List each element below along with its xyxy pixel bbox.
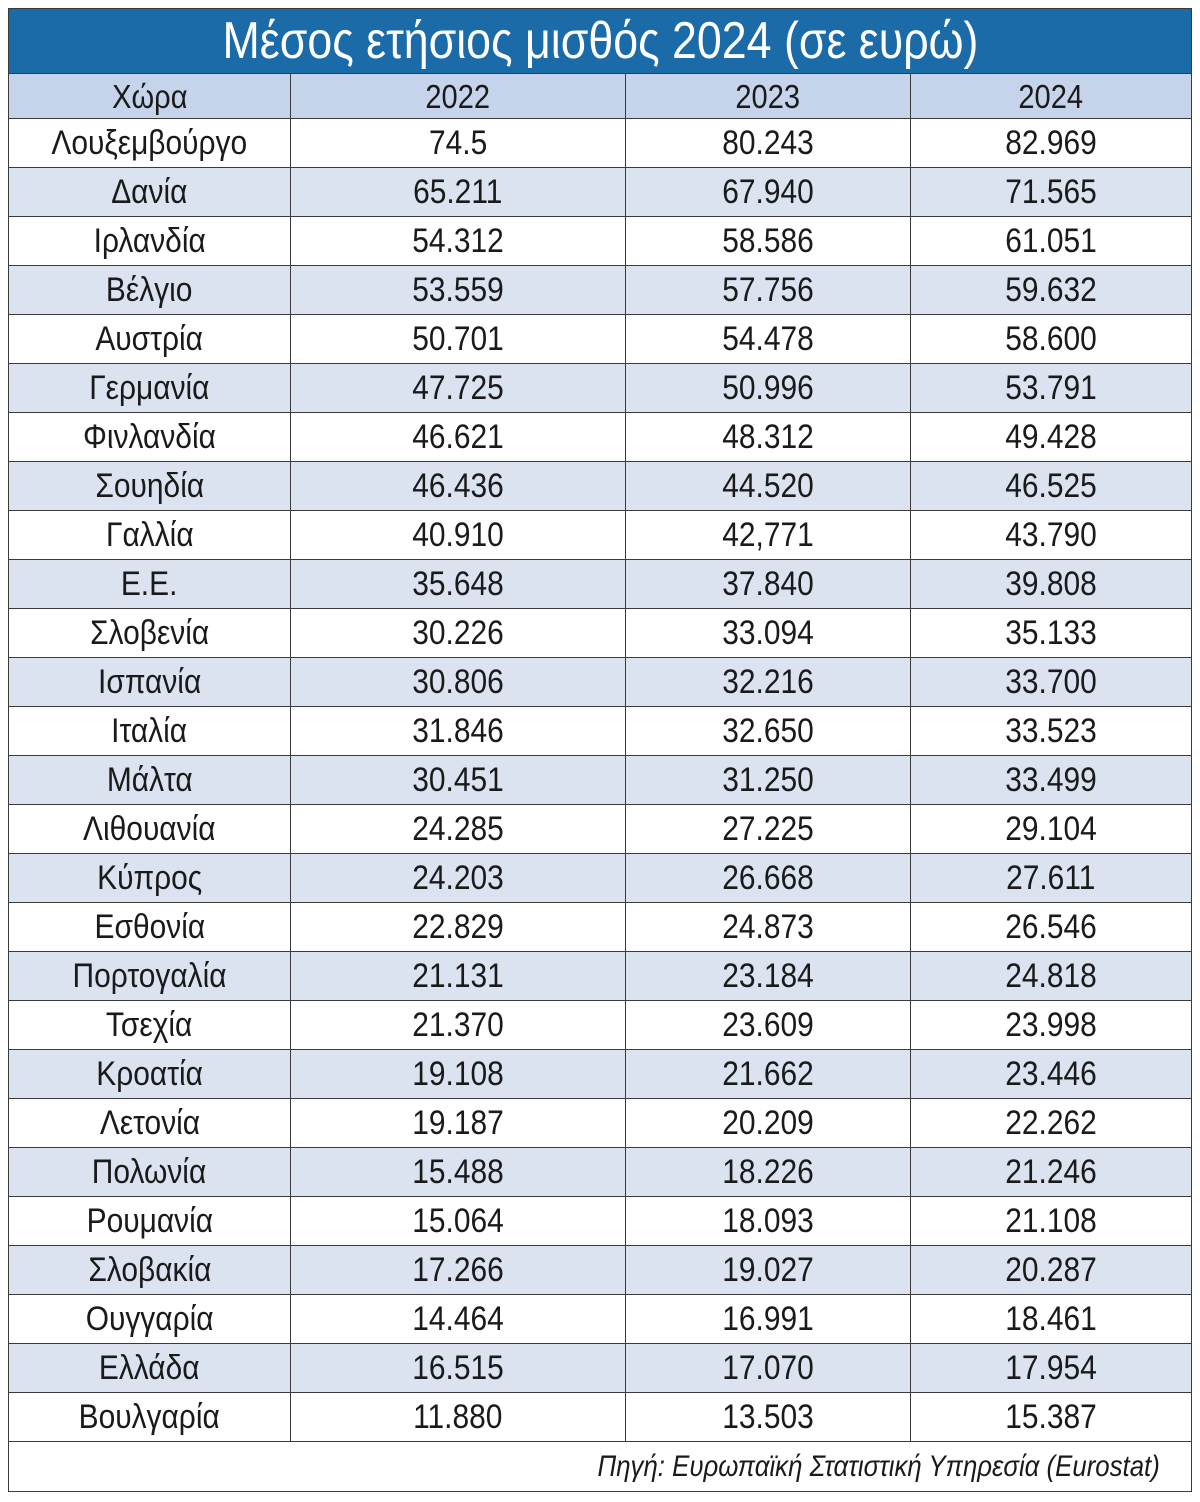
cell-text: Ιταλία bbox=[111, 712, 188, 750]
cell-value-2024 bbox=[910, 707, 1191, 755]
cell-text: Εσθονία bbox=[94, 908, 205, 946]
cell-value-2024 bbox=[910, 119, 1191, 167]
cell-text: 46.436 bbox=[412, 467, 504, 505]
cell-text: 26.546 bbox=[1005, 908, 1097, 946]
cell-text: 44.520 bbox=[722, 467, 814, 505]
cell-text: 39.808 bbox=[1005, 565, 1097, 603]
cell-text: Βέλγιο bbox=[106, 271, 193, 309]
cell-text: 46.621 bbox=[412, 418, 504, 456]
cell-text: 13.503 bbox=[722, 1398, 814, 1436]
cell-text: 32.216 bbox=[722, 663, 814, 701]
cell-text: 71.565 bbox=[1005, 173, 1097, 211]
cell-text: 31.250 bbox=[722, 761, 814, 799]
column-header-label: 2022 bbox=[425, 77, 491, 115]
cell-country bbox=[9, 805, 290, 853]
table-row bbox=[9, 657, 1191, 706]
cell-country bbox=[9, 1050, 290, 1098]
table-title: Μέσος ετήσιος μισθός 2024 (σε ευρώ) bbox=[222, 12, 978, 70]
cell-value-2024 bbox=[910, 413, 1191, 461]
cell-value-2022 bbox=[290, 364, 625, 412]
cell-value-2023 bbox=[625, 217, 910, 265]
cell-text: 58.586 bbox=[722, 222, 814, 260]
cell-text: Σουηδία bbox=[95, 467, 204, 505]
cell-value-2022 bbox=[290, 315, 625, 363]
column-header-2022 bbox=[290, 74, 625, 118]
cell-country bbox=[9, 1148, 290, 1196]
cell-text: 30.806 bbox=[412, 663, 504, 701]
cell-text: 21.131 bbox=[412, 957, 504, 995]
cell-text: 23.184 bbox=[722, 957, 814, 995]
cell-text: 21.246 bbox=[1005, 1153, 1097, 1191]
cell-text: Ε.Ε. bbox=[121, 565, 178, 603]
cell-text: 53.791 bbox=[1005, 369, 1097, 407]
cell-value-2023 bbox=[625, 854, 910, 902]
cell-country bbox=[9, 609, 290, 657]
cell-value-2022 bbox=[290, 1050, 625, 1098]
cell-text: 74.5 bbox=[428, 124, 488, 162]
cell-value-2023 bbox=[625, 168, 910, 216]
cell-value-2024 bbox=[910, 854, 1191, 902]
cell-value-2022 bbox=[290, 609, 625, 657]
cell-text: 18.093 bbox=[722, 1202, 814, 1240]
cell-value-2022 bbox=[290, 413, 625, 461]
cell-text: 49.428 bbox=[1005, 418, 1097, 456]
cell-value-2023 bbox=[625, 1246, 910, 1294]
cell-text: 15.064 bbox=[412, 1202, 504, 1240]
cell-value-2022 bbox=[290, 1344, 625, 1392]
cell-value-2023 bbox=[625, 1393, 910, 1441]
cell-value-2024 bbox=[910, 1148, 1191, 1196]
cell-text: 33.523 bbox=[1005, 712, 1097, 750]
cell-value-2022 bbox=[290, 756, 625, 804]
cell-text: 27.611 bbox=[1006, 859, 1096, 897]
cell-value-2023 bbox=[625, 560, 910, 608]
cell-country bbox=[9, 119, 290, 167]
cell-value-2024 bbox=[910, 658, 1191, 706]
cell-text: Γαλλία bbox=[105, 516, 194, 554]
cell-text: 48.312 bbox=[722, 418, 814, 456]
table-row bbox=[9, 314, 1191, 363]
table-row bbox=[9, 412, 1191, 461]
cell-value-2022 bbox=[290, 266, 625, 314]
cell-country bbox=[9, 315, 290, 363]
cell-country bbox=[9, 756, 290, 804]
cell-text: 33.499 bbox=[1005, 761, 1097, 799]
cell-text: 31.846 bbox=[412, 712, 504, 750]
cell-text: Λουξεμβούργο bbox=[51, 124, 248, 162]
cell-country bbox=[9, 1001, 290, 1049]
cell-value-2022 bbox=[290, 511, 625, 559]
cell-text: Πολωνία bbox=[92, 1153, 207, 1191]
cell-text: Τσεχία bbox=[106, 1006, 193, 1044]
table-row bbox=[9, 902, 1191, 951]
cell-text: 43.790 bbox=[1005, 516, 1097, 554]
cell-text: 54.312 bbox=[412, 222, 504, 260]
cell-value-2024 bbox=[910, 609, 1191, 657]
cell-value-2024 bbox=[910, 217, 1191, 265]
cell-value-2024 bbox=[910, 315, 1191, 363]
cell-text: 30.451 bbox=[412, 761, 504, 799]
cell-value-2024 bbox=[910, 560, 1191, 608]
cell-value-2022 bbox=[290, 560, 625, 608]
cell-text: 33.094 bbox=[722, 614, 814, 652]
cell-country bbox=[9, 707, 290, 755]
cell-value-2023 bbox=[625, 707, 910, 755]
cell-text: 37.840 bbox=[722, 565, 814, 603]
cell-value-2022 bbox=[290, 1246, 625, 1294]
cell-text: 23.446 bbox=[1005, 1055, 1097, 1093]
table-row bbox=[9, 706, 1191, 755]
cell-text: 29.104 bbox=[1005, 810, 1097, 848]
cell-text: 19.027 bbox=[722, 1251, 814, 1289]
cell-value-2024 bbox=[910, 1050, 1191, 1098]
cell-text: 11.880 bbox=[413, 1398, 503, 1436]
cell-country bbox=[9, 1246, 290, 1294]
header-row bbox=[9, 73, 1191, 118]
cell-value-2024 bbox=[910, 462, 1191, 510]
table-body bbox=[9, 118, 1191, 1441]
cell-value-2023 bbox=[625, 1099, 910, 1147]
cell-value-2022 bbox=[290, 1295, 625, 1343]
cell-text: 15.387 bbox=[1005, 1398, 1097, 1436]
cell-country bbox=[9, 854, 290, 902]
cell-value-2024 bbox=[910, 903, 1191, 951]
cell-value-2024 bbox=[910, 756, 1191, 804]
cell-value-2022 bbox=[290, 1148, 625, 1196]
cell-value-2023 bbox=[625, 952, 910, 1000]
cell-text: Ρουμανία bbox=[86, 1202, 213, 1240]
cell-value-2023 bbox=[625, 119, 910, 167]
cell-value-2024 bbox=[910, 511, 1191, 559]
table-row bbox=[9, 510, 1191, 559]
source-note: Πηγή: Ευρωπαϊκή Στατιστική Υπηρεσία (Eurostat) bbox=[597, 1449, 1160, 1483]
cell-text: 17.070 bbox=[722, 1349, 814, 1387]
cell-value-2023 bbox=[625, 413, 910, 461]
cell-country bbox=[9, 1393, 290, 1441]
cell-text: 50.996 bbox=[722, 369, 814, 407]
table-row bbox=[9, 951, 1191, 1000]
cell-country bbox=[9, 364, 290, 412]
cell-text: 24.873 bbox=[722, 908, 814, 946]
cell-value-2024 bbox=[910, 1393, 1191, 1441]
cell-country bbox=[9, 560, 290, 608]
cell-text: 17.266 bbox=[412, 1251, 504, 1289]
cell-text: Κροατία bbox=[96, 1055, 203, 1093]
title-bar bbox=[9, 9, 1191, 73]
cell-text: 24.285 bbox=[412, 810, 504, 848]
column-header-2023 bbox=[625, 74, 910, 118]
cell-text: 14.464 bbox=[412, 1300, 504, 1338]
cell-text: Πορτογαλία bbox=[72, 957, 227, 995]
table-row bbox=[9, 1000, 1191, 1049]
cell-text: 24.818 bbox=[1005, 957, 1097, 995]
cell-text: 82.969 bbox=[1005, 124, 1097, 162]
table-row bbox=[9, 1294, 1191, 1343]
cell-value-2023 bbox=[625, 609, 910, 657]
cell-value-2023 bbox=[625, 1344, 910, 1392]
table-row bbox=[9, 1245, 1191, 1294]
salary-table bbox=[8, 8, 1192, 1492]
cell-country bbox=[9, 1197, 290, 1245]
cell-text: Αυστρία bbox=[95, 320, 204, 358]
cell-text: Σλοβακία bbox=[87, 1251, 212, 1289]
cell-text: Δανία bbox=[111, 173, 188, 211]
cell-text: 57.756 bbox=[722, 271, 814, 309]
cell-value-2023 bbox=[625, 1197, 910, 1245]
cell-value-2022 bbox=[290, 707, 625, 755]
column-header-label: 2023 bbox=[735, 77, 801, 115]
cell-value-2022 bbox=[290, 217, 625, 265]
cell-value-2023 bbox=[625, 756, 910, 804]
cell-value-2022 bbox=[290, 658, 625, 706]
cell-text: Ιρλανδία bbox=[93, 222, 206, 260]
cell-value-2022 bbox=[290, 1099, 625, 1147]
table-row bbox=[9, 363, 1191, 412]
cell-value-2023 bbox=[625, 1148, 910, 1196]
cell-text: 53.559 bbox=[412, 271, 504, 309]
cell-text: 47.725 bbox=[412, 369, 504, 407]
cell-text: 20.287 bbox=[1005, 1251, 1097, 1289]
cell-value-2023 bbox=[625, 266, 910, 314]
cell-text: Λιθουανία bbox=[83, 810, 216, 848]
cell-country bbox=[9, 1295, 290, 1343]
cell-text: 33.700 bbox=[1005, 663, 1097, 701]
cell-value-2023 bbox=[625, 462, 910, 510]
cell-text: 19.108 bbox=[412, 1055, 504, 1093]
cell-text: 21.662 bbox=[722, 1055, 814, 1093]
column-header-label: Χώρα bbox=[111, 77, 188, 115]
column-header-country bbox=[9, 74, 290, 118]
cell-text: 16.515 bbox=[412, 1349, 504, 1387]
cell-text: 65.211 bbox=[413, 173, 503, 211]
cell-text: 22.829 bbox=[412, 908, 504, 946]
table-row bbox=[9, 608, 1191, 657]
cell-text: 17.954 bbox=[1005, 1349, 1097, 1387]
cell-value-2022 bbox=[290, 952, 625, 1000]
cell-text: 23.609 bbox=[722, 1006, 814, 1044]
cell-value-2024 bbox=[910, 266, 1191, 314]
cell-value-2023 bbox=[625, 805, 910, 853]
cell-value-2022 bbox=[290, 805, 625, 853]
cell-value-2024 bbox=[910, 1099, 1191, 1147]
cell-text: 54.478 bbox=[722, 320, 814, 358]
cell-text: Σλοβενία bbox=[89, 614, 210, 652]
cell-country bbox=[9, 658, 290, 706]
cell-text: 59.632 bbox=[1005, 271, 1097, 309]
cell-text: 26.668 bbox=[722, 859, 814, 897]
cell-text: 35.648 bbox=[412, 565, 504, 603]
cell-text: Ισπανία bbox=[97, 663, 202, 701]
table-row bbox=[9, 1343, 1191, 1392]
cell-text: Μάλτα bbox=[106, 761, 193, 799]
table-row bbox=[9, 1049, 1191, 1098]
cell-text: 27.225 bbox=[722, 810, 814, 848]
cell-text: 61.051 bbox=[1005, 222, 1097, 260]
cell-country bbox=[9, 1099, 290, 1147]
cell-country bbox=[9, 266, 290, 314]
table-row bbox=[9, 804, 1191, 853]
cell-text: 23.998 bbox=[1005, 1006, 1097, 1044]
cell-text: 20.209 bbox=[722, 1104, 814, 1142]
table-row bbox=[9, 265, 1191, 314]
table-row bbox=[9, 1392, 1191, 1441]
cell-value-2024 bbox=[910, 168, 1191, 216]
cell-value-2024 bbox=[910, 952, 1191, 1000]
cell-value-2022 bbox=[290, 462, 625, 510]
table-row bbox=[9, 1098, 1191, 1147]
cell-text: 58.600 bbox=[1005, 320, 1097, 358]
cell-value-2024 bbox=[910, 364, 1191, 412]
cell-value-2022 bbox=[290, 1393, 625, 1441]
cell-value-2023 bbox=[625, 364, 910, 412]
cell-text: Ελλάδα bbox=[99, 1349, 200, 1387]
cell-value-2024 bbox=[910, 1001, 1191, 1049]
cell-text: 21.108 bbox=[1005, 1202, 1097, 1240]
cell-value-2022 bbox=[290, 119, 625, 167]
cell-text: 32.650 bbox=[722, 712, 814, 750]
cell-value-2024 bbox=[910, 1246, 1191, 1294]
table-row bbox=[9, 118, 1191, 167]
column-header-label: 2024 bbox=[1018, 77, 1084, 115]
cell-text: 35.133 bbox=[1005, 614, 1097, 652]
cell-value-2023 bbox=[625, 511, 910, 559]
cell-value-2022 bbox=[290, 854, 625, 902]
cell-value-2024 bbox=[910, 1295, 1191, 1343]
cell-text: Ουγγαρία bbox=[85, 1300, 214, 1338]
cell-value-2023 bbox=[625, 1050, 910, 1098]
cell-text: 50.701 bbox=[412, 320, 504, 358]
cell-text: 67.940 bbox=[722, 173, 814, 211]
cell-country bbox=[9, 413, 290, 461]
cell-value-2023 bbox=[625, 903, 910, 951]
cell-text: Λετονία bbox=[99, 1104, 200, 1142]
cell-value-2023 bbox=[625, 658, 910, 706]
cell-text: 16.991 bbox=[722, 1300, 814, 1338]
source-row bbox=[9, 1441, 1191, 1491]
cell-value-2024 bbox=[910, 805, 1191, 853]
cell-text: 80.243 bbox=[722, 124, 814, 162]
cell-value-2023 bbox=[625, 315, 910, 363]
cell-text: 30.226 bbox=[412, 614, 504, 652]
cell-text: 21.370 bbox=[412, 1006, 504, 1044]
cell-country bbox=[9, 952, 290, 1000]
cell-country bbox=[9, 511, 290, 559]
table-row bbox=[9, 559, 1191, 608]
table-row bbox=[9, 1196, 1191, 1245]
cell-value-2024 bbox=[910, 1344, 1191, 1392]
cell-text: 18.226 bbox=[722, 1153, 814, 1191]
cell-text: Φινλανδία bbox=[83, 418, 216, 456]
cell-value-2022 bbox=[290, 903, 625, 951]
cell-value-2022 bbox=[290, 168, 625, 216]
cell-country bbox=[9, 217, 290, 265]
cell-value-2023 bbox=[625, 1001, 910, 1049]
cell-text: 19.187 bbox=[412, 1104, 504, 1142]
cell-text: Κύπρος bbox=[96, 859, 203, 897]
cell-value-2024 bbox=[910, 1197, 1191, 1245]
cell-country bbox=[9, 462, 290, 510]
cell-text: 42,771 bbox=[722, 516, 814, 554]
table-row bbox=[9, 853, 1191, 902]
cell-text: 46.525 bbox=[1005, 467, 1097, 505]
table-row bbox=[9, 167, 1191, 216]
cell-text: 18.461 bbox=[1005, 1300, 1097, 1338]
cell-text: 40.910 bbox=[412, 516, 504, 554]
cell-value-2022 bbox=[290, 1001, 625, 1049]
cell-country bbox=[9, 168, 290, 216]
column-header-2024 bbox=[910, 74, 1191, 118]
cell-country bbox=[9, 903, 290, 951]
cell-text: 24.203 bbox=[412, 859, 504, 897]
cell-text: 15.488 bbox=[412, 1153, 504, 1191]
cell-country bbox=[9, 1344, 290, 1392]
cell-text: 22.262 bbox=[1005, 1104, 1097, 1142]
cell-value-2022 bbox=[290, 1197, 625, 1245]
table-row bbox=[9, 216, 1191, 265]
table-row bbox=[9, 461, 1191, 510]
table-row bbox=[9, 1147, 1191, 1196]
cell-value-2023 bbox=[625, 1295, 910, 1343]
table-row bbox=[9, 755, 1191, 804]
cell-text: Γερμανία bbox=[89, 369, 210, 407]
cell-text: Βουλγαρία bbox=[78, 1398, 221, 1436]
